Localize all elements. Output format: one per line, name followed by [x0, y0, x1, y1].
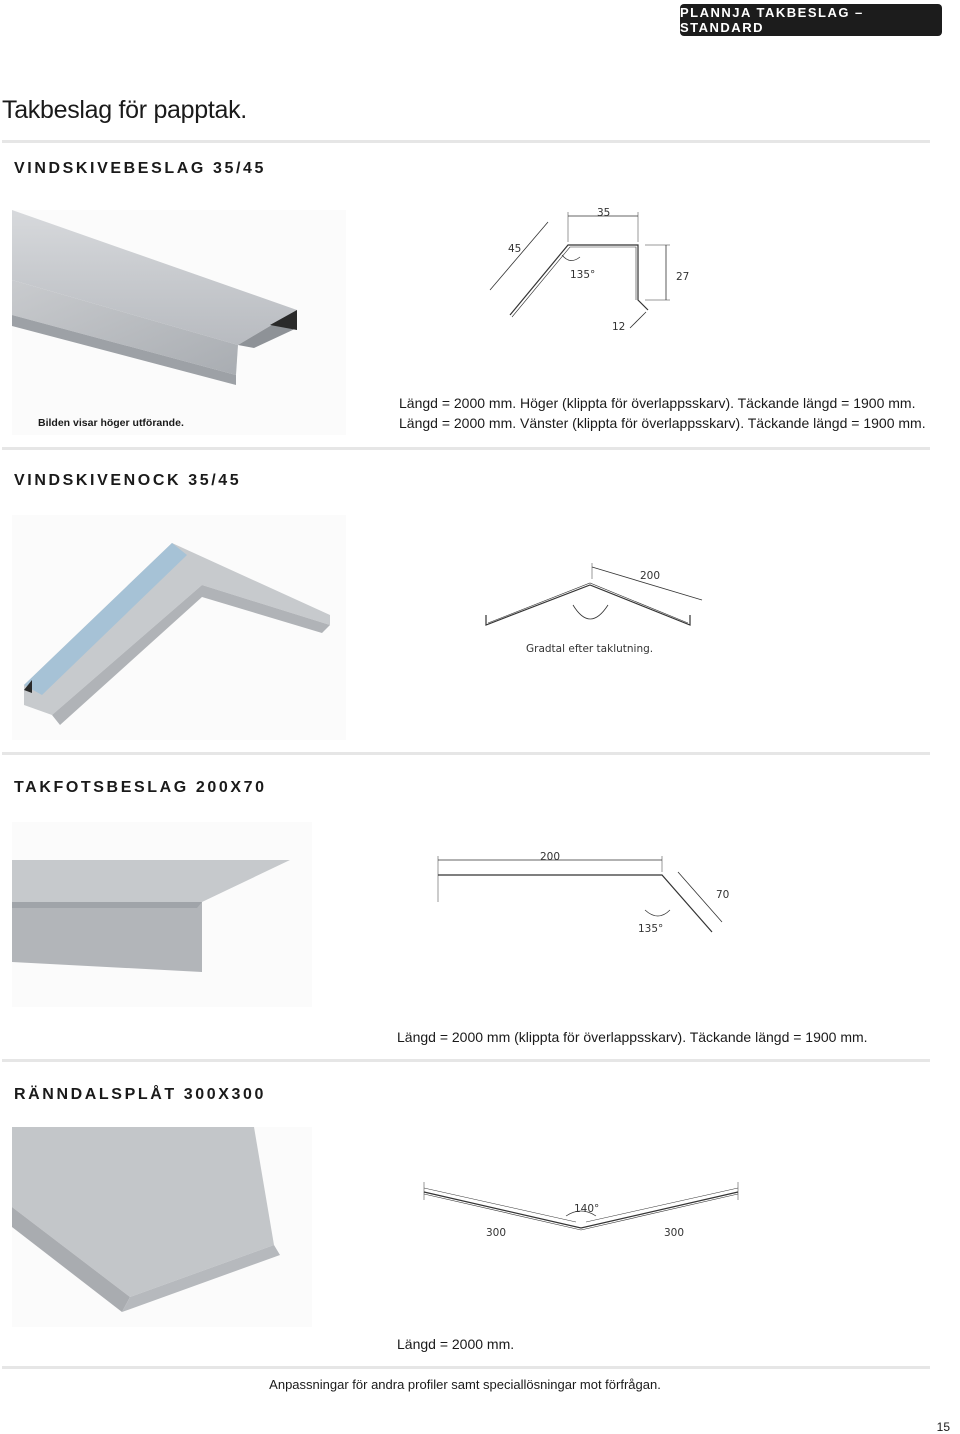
dim-label: 300 [664, 1227, 685, 1239]
product-photo-takfotsbeslag [12, 822, 312, 1007]
page-title: Takbeslag för papptak. [2, 96, 247, 124]
description-line: Längd = 2000 mm. Vänster (klippta för överlappsskarv). Täckande längd = 1900 mm. [399, 415, 926, 431]
section-divider [2, 1059, 930, 1062]
profile-diagram-vindskivenock [478, 555, 718, 660]
photo-caption: Bilden visar höger utförande. [38, 417, 184, 429]
profile-diagram-vindskivebeslag [470, 200, 710, 340]
section-heading-takfotsbeslag: TAKFOTSBESLAG 200X70 [14, 779, 267, 796]
profile-diagram-ranndalsplat [416, 1170, 746, 1250]
angle-label: 140° [574, 1203, 600, 1215]
dim-label: 200 [540, 851, 561, 863]
diagram-note: Gradtal efter taklutning. [526, 643, 654, 655]
section-divider [2, 140, 930, 143]
angle-label: 135° [570, 269, 596, 281]
footer-note: Anpassningar för andra profiler samt speciallösningar mot förfrågan. [269, 1377, 661, 1392]
product-photo-ranndalsplat [12, 1127, 312, 1327]
dim-label: 70 [716, 889, 730, 901]
section-heading-vindskivebeslag: VINDSKIVEBESLAG 35/45 [14, 160, 266, 177]
description-line: Längd = 2000 mm. Höger (klippta för överlappsskarv). Täckande längd = 1900 mm. [399, 395, 916, 411]
dim-label: 300 [486, 1227, 507, 1239]
dim-label: 200 [640, 570, 661, 582]
angle-label: 135° [638, 923, 664, 935]
product-photo-vindskivenock [12, 515, 346, 740]
section-divider [2, 1366, 930, 1369]
section-divider [2, 447, 930, 450]
product-photo-vindskivebeslag [12, 210, 346, 435]
dim-label: 12 [612, 321, 626, 333]
description: Längd = 2000 mm (klippta för överlappsskarv). Täckande längd = 1900 mm. [397, 1029, 868, 1045]
profile-diagram-takfotsbeslag [430, 840, 730, 965]
section-divider [2, 752, 930, 755]
dim-label: 35 [597, 207, 611, 219]
section-heading-ranndalsplat: RÄNNDALSPLÅT 300X300 [14, 1086, 267, 1103]
dim-label: 45 [508, 243, 522, 255]
page-number: 15 [936, 1420, 950, 1434]
section-heading-vindskivenock: VINDSKIVENOCK 35/45 [14, 472, 242, 489]
header-badge: PLANNJA TAKBESLAG – STANDARD [680, 4, 942, 36]
description: Längd = 2000 mm. [397, 1336, 515, 1352]
dim-label: 27 [676, 271, 690, 283]
